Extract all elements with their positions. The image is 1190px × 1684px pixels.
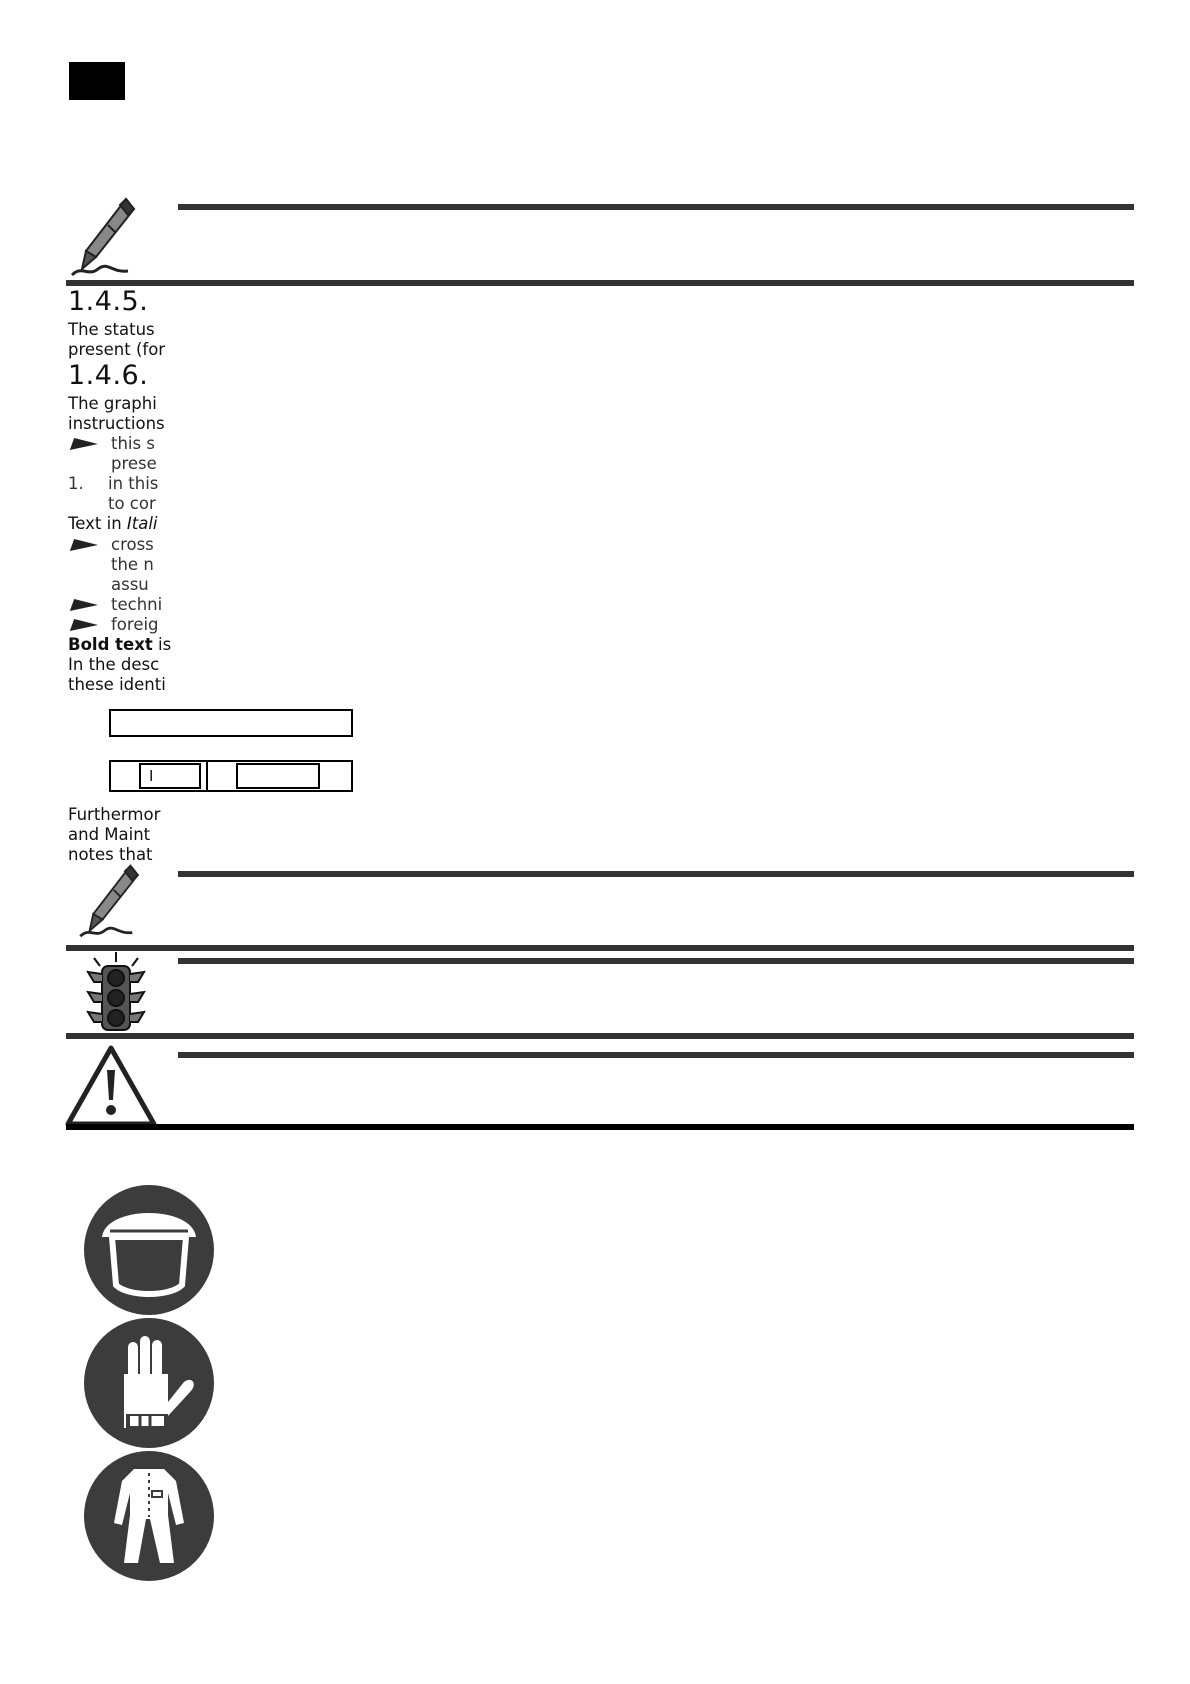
bullet-arrow-icon (70, 539, 100, 551)
numbered-line2: to cor (108, 494, 156, 513)
pen-icon (76, 862, 144, 940)
note-rule-bottom (66, 280, 1134, 286)
identifier-box-single (109, 709, 353, 737)
bullet-1-line1: this s (111, 434, 155, 453)
section-146-line1: The graphi (68, 394, 157, 413)
identifier-cell-a (139, 763, 201, 789)
danger-rule-top (178, 958, 1134, 964)
traffic-light-icon (80, 952, 152, 1034)
closing-line3: notes that (68, 845, 153, 864)
closing-line2: and Maint (68, 825, 151, 844)
bullet-arrow-icon (70, 599, 100, 611)
overalls-icon (84, 1451, 214, 1581)
section-number-146: 1.4.6. (68, 360, 149, 391)
danger-rule-bottom (66, 1033, 1134, 1039)
bold-line (68, 635, 171, 655)
overalls-sign (84, 1451, 214, 1581)
italic-prefix: Text in (68, 514, 127, 533)
pen-icon (68, 195, 140, 279)
desc-line2: these identi (68, 675, 166, 694)
section-145-line2: present (for (68, 340, 166, 359)
italic-word: Itali (126, 514, 158, 533)
closing-line1: Furthermor (68, 805, 161, 824)
bullet-arrow-icon (70, 438, 100, 450)
section-146-line2: instructions (68, 414, 165, 433)
bold-word: Bold text (68, 635, 153, 654)
bullet-2-line3: assu (111, 575, 149, 594)
bullet-2-line2: the n (111, 555, 154, 574)
hard-hat-icon (84, 1185, 214, 1315)
warning-rule-bottom (66, 1124, 1134, 1130)
note-rule-top (178, 204, 1134, 210)
bullet-1-line2: prese (111, 454, 157, 473)
hard-hat-sign (84, 1185, 214, 1315)
warning-rule-top (178, 1052, 1134, 1058)
bullet-arrow-icon (70, 619, 100, 631)
identifier-cell-c (236, 763, 320, 789)
note-rule-top (178, 871, 1134, 877)
identifier-cell-b (206, 760, 208, 792)
bullet-2-line1: cross (111, 535, 154, 554)
bullet-4: foreig (111, 615, 159, 634)
gloves-sign (84, 1318, 214, 1448)
header-tab (69, 62, 125, 100)
section-number-145: 1.4.5. (68, 286, 149, 317)
warning-triangle-icon (64, 1044, 158, 1128)
note-rule-bottom (66, 945, 1134, 951)
gloves-icon (84, 1318, 214, 1448)
identifier-box-row (109, 760, 353, 792)
bullet-3: techni (111, 595, 163, 614)
numbered-label: 1. (68, 474, 84, 493)
desc-line1: In the desc (68, 655, 160, 674)
numbered-line1: in this (108, 474, 159, 493)
identifier-cell-text: I (149, 767, 154, 785)
bold-suffix: is (152, 635, 172, 654)
section-145-line1: The status (68, 320, 155, 339)
italic-line (68, 514, 158, 534)
